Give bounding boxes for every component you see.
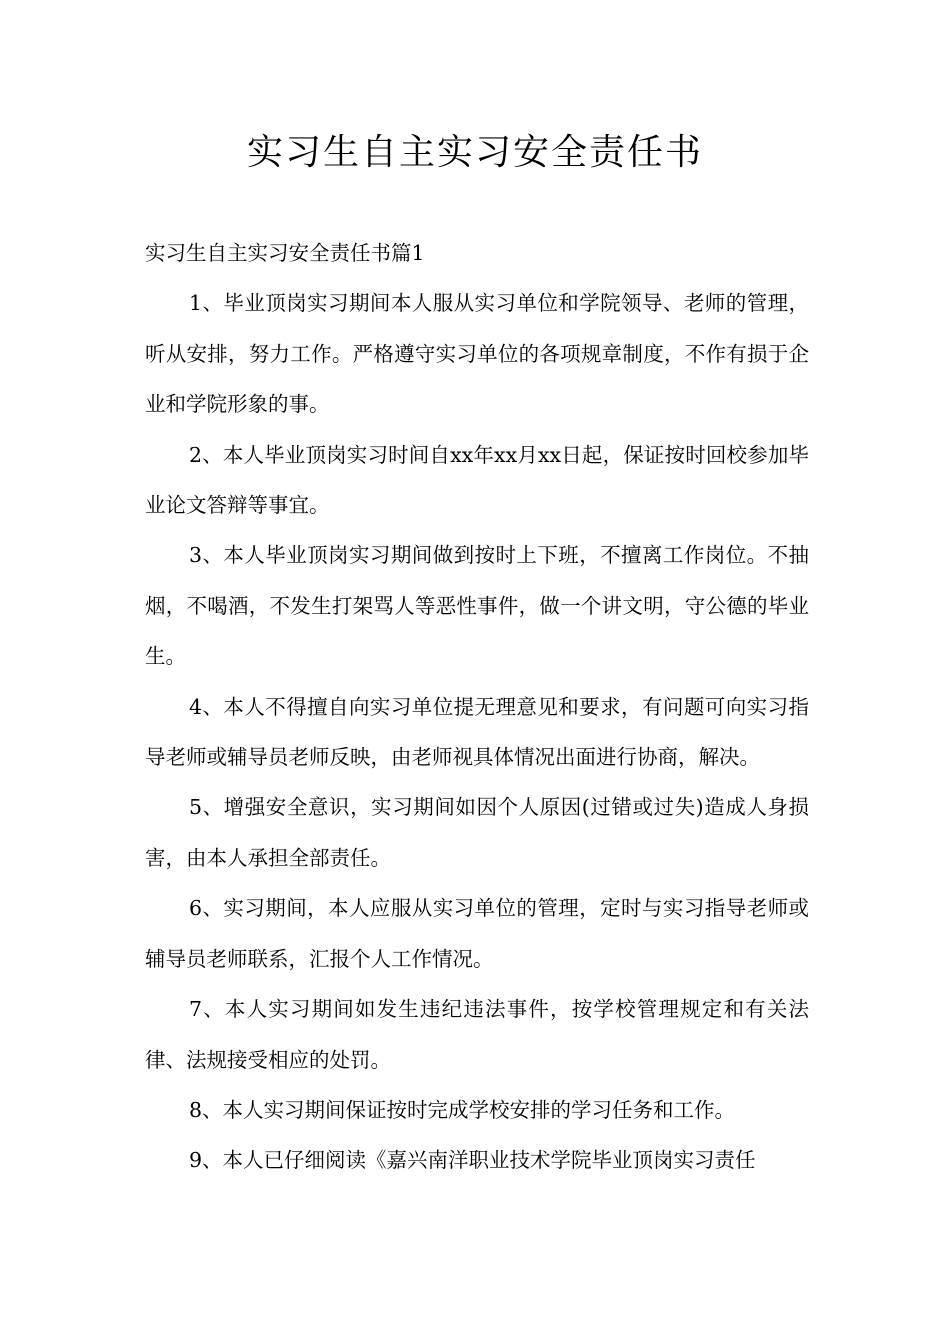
clause-4: 4、本人不得擅自向实习单位提无理意见和要求，有问题可向实习指导老师或辅导员老师反映，由老师视具体情况出面进行协商，解决。: [145, 694, 809, 770]
clause-9: 9、本人已仔细阅读《嘉兴南洋职业技术学院毕业顶岗实习责任: [189, 1148, 756, 1173]
document-body: [145, 228, 809, 1186]
clause-8: 8、本人实习期间保证按时完成学校安排的学习任务和工作。: [189, 1097, 736, 1122]
clause-7: 7、本人实习期间如发生违纪违法事件，按学校管理规定和有关法律、法规接受相应的处罚。: [145, 997, 809, 1072]
clause-6: 6、实习期间，本人应服从实习单位的管理，定时与实习指导老师或辅导员老师联系，汇报个人工作情况。: [145, 896, 809, 971]
clause-5: 5、增强安全意识，实习期间如因个人原因(过错或过失)造成人身损害，由本人承担全部责任。: [145, 795, 809, 870]
clause-1: 1、毕业顶岗实习期间本人服从实习单位和学院领导、老师的管理，听从安排，努力工作。严格遵守实习单位的各项规章制度，不作有损于企业和学院形象的事。: [145, 291, 809, 417]
clause-2: 2、本人毕业顶岗实习时间自xx年xx月xx日起，保证按时回校参加毕业论文答辩等事宜。: [145, 442, 809, 518]
clause-3: 3、本人毕业顶岗实习期间做到按时上下班，不擅离工作岗位。不抽烟，不喝酒，不发生打架骂人等恶性事件，做一个讲文明，守公德的毕业生。: [145, 543, 809, 669]
document-subtitle: 实习生自主实习安全责任书篇1: [145, 241, 425, 265]
document-title: 实习生自主实习安全责任书: [246, 132, 703, 173]
